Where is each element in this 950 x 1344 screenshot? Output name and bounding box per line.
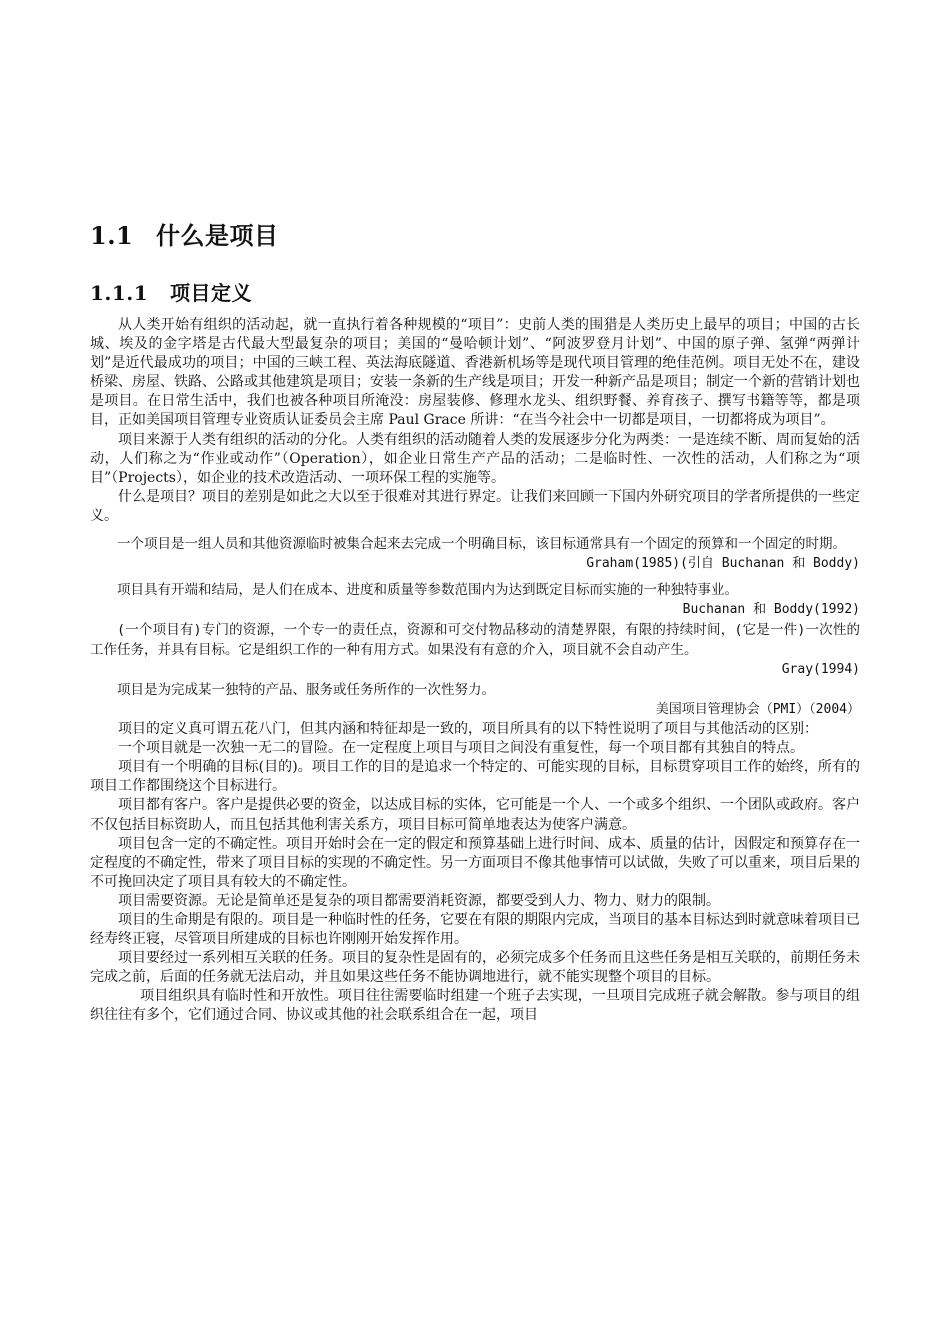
quote-source: Graham(1985)(引自 Buchanan 和 Boddy) xyxy=(586,556,860,572)
quote-text: 一个项目是一组人员和其他资源临时被集合起来去完成一个明确目标，该目标通常具有一个固定的预算和一个固定的时期。 xyxy=(117,536,846,553)
quote-text: 项目具有开端和结局，是人们在成本、进度和质量等参数范围内为达到既定目标而实施的一种独特事业。 xyxy=(117,582,738,599)
section-number: 1.1 xyxy=(90,221,134,250)
subsection-title: 项目定义 xyxy=(170,281,252,305)
paragraph: 从人类开始有组织的活动起，就一直执行着各种规模的“项目”：史前人类的围猎是人类历史上最早的项目；中国的古长城、埃及的金字塔是古代最大型最复杂的项目；美国的“曼哈顿计划”、“阿波罗登月计划”、中国的原子弹、氢弹“两弹计划”是近代最成功的项目；中国的三峡工程、英法海底隧道、香港新机场等是现代项目管理的绝佳范例。项目无处不在，建设桥梁、房屋、铁路、公路或其他建筑是项目；安装一条新的生产线是项目；开发一种新产品是项目；制定一个新的营销计划也是项目。在日常生活中，我们也被各种项目所淹没：房屋装修、修理水龙头、组织野餐、养育孩子、撰写书籍等等，都是项目，正如美国项目管理专业资质认证委员会主席 Paul Grace 所讲：“在当今社会中一切都是项目，一切都将成为项目”。 xyxy=(90,317,860,429)
feature-item: 项目都有客户。客户是提供必要的资金，以达成目标的实体，它可能是一个人、一个或多个组织、一个团队或政府。客户不仅包括目标资助人，而且包括其他利害关系方，项目目标可简单地表达为使客户满意。 xyxy=(90,797,860,833)
quote-source: 美国项目管理协会（PMI）（2004） xyxy=(655,702,860,718)
feature-item: 项目包含一定的不确定性。项目开始时会在一定的假定和预算基础上进行时间、成本、质量的估计，因假定和预算存在一定程度的不确定性，带来了项目目标的实现的不确定性。另一方面项目不像其他事情可以试做，失败了可以重来，项目后果的不可挽回决定了项目具有较大的不确定性。 xyxy=(90,835,860,890)
body-text xyxy=(90,316,860,1026)
feature-item: 项目有一个明确的目标(目的)。项目工作的目的是追求一个特定的、可能实现的目标，目标贯穿项目工作的始终，所有的项目工作都围绕这个目标进行。 xyxy=(90,759,860,795)
quote-text: (一个项目有)专门的资源，一个专一的责任点，资源和可交付物品移动的清楚界限，有限的持续时间，(它是一件)一次性的工作任务，并具有目标。它是组织工作的一种有用方式。如果没有有意的介入，项目就不会自动产生。 xyxy=(90,622,860,659)
quote-text: 项目是为完成某一独特的产品、服务或任务所作的一次性努力。 xyxy=(117,682,495,699)
paragraph: 项目的定义真可谓五花八门，但其内涵和特征却是一致的，项目所具有的以下特性说明了项目与其他活动的区别： xyxy=(118,721,818,738)
paragraph: 项目来源于人类有组织的活动的分化。人类有组织的活动随着人类的发展逐步分化为两类：一是连续不断、周而复始的活动，人们称之为“作业或动作”（Operation），如企业日常生产产品的活动；二是临时性、一次性的活动，人们称之为“项目”（Projects），如企业的技术改造活动、一项环保工程的实施等。 xyxy=(90,431,860,486)
paragraph: 什么是项目？项目的差别是如此之大以至于很难对其进行界定。让我们来回顾一下国内外研究项目的学者所提供的一些定义。 xyxy=(90,488,860,524)
section-heading xyxy=(90,216,279,251)
section-title: 什么是项目 xyxy=(156,221,279,250)
subsection-heading xyxy=(90,277,252,306)
feature-text: 项目组织具有临时性和开放性。项目往往需要临时组建一个班子去实现，一旦项目完成班子就会解散。参与项目的组织往往有多个，它们通过合同、协议或其他的社会联系组合在一起，项目 xyxy=(90,988,860,1024)
feature-item: 项目要经过一系列相互关联的任务。项目的复杂性是固有的，必须完成多个任务而且这些任务是相互关联的，前期任务未完成之前，后面的任务就无法启动，并且如果这些任务不能协调地进行，就不能实现整个项目的目标。 xyxy=(90,950,860,986)
quote-source: Buchanan 和 Boddy(1992) xyxy=(682,602,860,618)
feature-item: 一个项目就是一次独一无二的冒险。在一定程度上项目与项目之间没有重复性，每一个项目都有其独自的特点。 xyxy=(118,740,804,757)
feature-item: 项目需要资源。无论是简单还是复杂的项目都需要消耗资源，都要受到人力、物力、财力的限制。 xyxy=(118,892,720,909)
subsection-number: 1.1.1 xyxy=(90,281,149,305)
quote-source: Gray(1994) xyxy=(781,662,860,678)
feature-item xyxy=(90,987,860,1025)
feature-item: 项目的生命期是有限的。项目是一种临时性的任务，它要在有限的期限内完成，当项目的基本目标达到时就意味着项目已经寿终正寝，尽管项目所建成的目标也许刚刚开始发挥作用。 xyxy=(90,911,860,948)
